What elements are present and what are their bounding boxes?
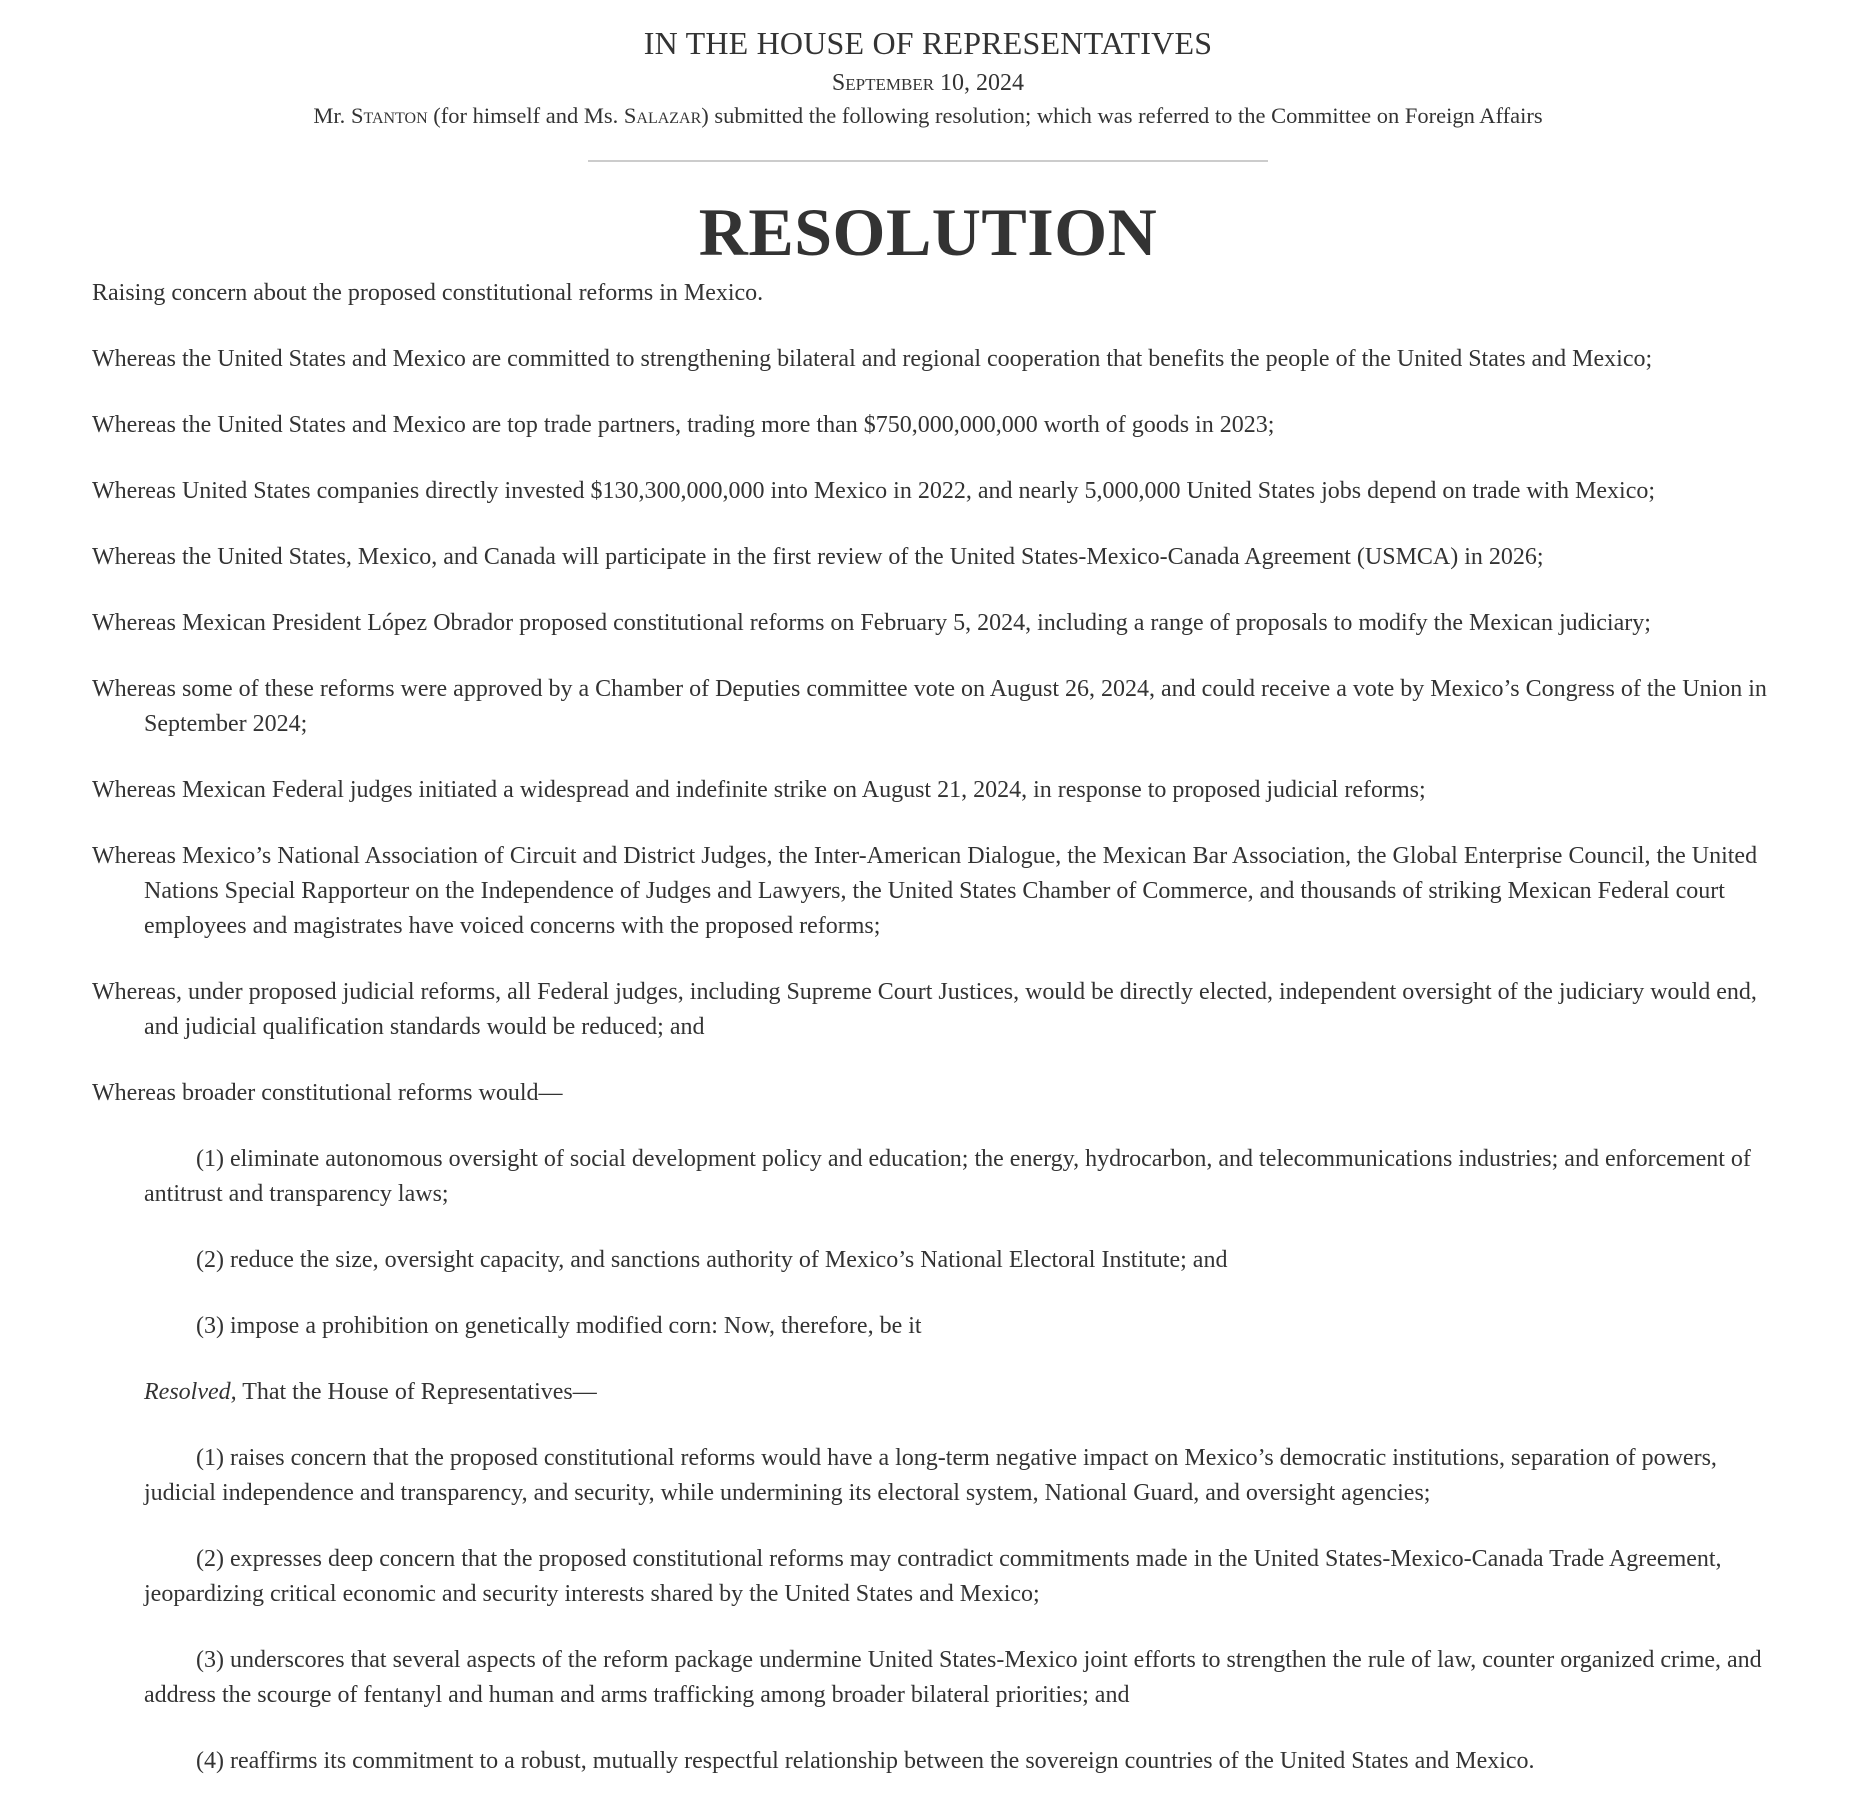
resolved-item: (3) underscores that several aspects of the reform package undermine United States-Mexico joint efforts to strengthen the rule of law, counter organized crime, and address the scourge of fentanyl and human and arms trafficking among broader bilateral priorities; and <box>144 1647 1762 1708</box>
header-divider <box>588 160 1268 162</box>
whereas-clause: Whereas some of these reforms were approved by a Chamber of Deputies committee vote on August 26, 2024, and could receive a vote by Mexico’s Congress of the Union in September 2024; <box>92 676 1767 737</box>
whereas-clause: Whereas, under proposed judicial reforms, all Federal judges, including Supreme Court Justices, would be directly elected, independent oversight of the judiciary would end, and judicial qualification standards would be reduced; and <box>92 979 1757 1040</box>
sponsor-name-primary: Stanton <box>350 103 428 128</box>
sponsor-prefix: Mr. <box>313 103 351 128</box>
whereas-clause: Whereas Mexican President López Obrador proposed constitutional reforms on February 5, 2024, including a range of proposals to modify the Mexican judiciary; <box>92 610 1651 636</box>
document-header <box>0 0 1856 272</box>
whereas-clause: Whereas broader constitutional reforms would— <box>92 1080 563 1106</box>
whereas-clause: Whereas Mexico’s National Association of Circuit and District Judges, the Inter-American Dialogue, the Mexican Bar Association, the Global Enterprise Council, the United Nations Special Rapporteur on the Independence of Judges and Lawyers, the United States Chamber of Commerce, and thousands of striking Mexican Federal court employees and magistrates have voiced concerns with the proposed reforms; <box>92 843 1758 939</box>
reform-item: (1) eliminate autonomous oversight of social development policy and education; the energy, hydrocarbon, and telecommunications industries; and enforcement of antitrust and transparency laws; <box>144 1146 1751 1207</box>
resolved-label: Resolved, <box>144 1379 237 1405</box>
resolution-body <box>92 276 1792 1810</box>
whereas-clause: Whereas the United States and Mexico are top trade partners, trading more than $750,000,000,000 worth of goods in 2023; <box>92 412 1275 438</box>
sponsor-middle: (for himself and Ms. <box>427 103 624 128</box>
chamber-heading: IN THE HOUSE OF REPRESENTATIVES <box>643 25 1213 61</box>
document-title: RESOLUTION <box>698 194 1158 270</box>
resolved-item: (1) raises concern that the proposed constitutional reforms would have a long-term negative impact on Mexico’s democratic institutions, separation of powers, judicial independence and transparency, and security, while undermining its electoral system, National Guard, and oversight agencies; <box>144 1445 1717 1506</box>
resolved-text: That the House of Representatives— <box>236 1379 597 1405</box>
whereas-clause: Whereas the United States, Mexico, and Canada will participate in the first review of the United States-Mexico-Canada Agreement (USMCA) in 2026; <box>92 544 1544 570</box>
resolved-item: (4) reaffirms its commitment to a robust, mutually respectful relationship between the sovereign countries of the United States and Mexico. <box>196 1748 1535 1774</box>
resolved-item: (2) expresses deep concern that the proposed constitutional reforms may contradict commitments made in the United States-Mexico-Canada Trade Agreement, jeopardizing critical economic and security interests shared by the United States and Mexico; <box>144 1546 1722 1607</box>
introduction-date: September 10, 2024 <box>831 70 1025 96</box>
sponsor-referral: ) submitted the following resolution; which was referred to the Committee on Foreign Affairs <box>701 103 1543 128</box>
purpose-statement: Raising concern about the proposed constitutional reforms in Mexico. <box>92 280 764 306</box>
reform-item: (3) impose a prohibition on genetically modified corn: Now, therefore, be it <box>196 1313 922 1339</box>
resolving-clause <box>144 1375 1792 1410</box>
whereas-clause: Whereas the United States and Mexico are committed to strengthening bilateral and regional cooperation that benefits the people of the United States and Mexico; <box>92 346 1653 372</box>
sponsor-name-cosponsor: Salazar <box>623 103 702 128</box>
reform-item: (2) reduce the size, oversight capacity, and sanctions authority of Mexico’s National Electoral Institute; and <box>196 1247 1228 1273</box>
whereas-clause: Whereas United States companies directly invested $130,300,000,000 into Mexico in 2022, and nearly 5,000,000 United States jobs depend on trade with Mexico; <box>92 478 1656 504</box>
whereas-clause: Whereas Mexican Federal judges initiated a widespread and indefinite strike on August 21, 2024, in response to proposed judicial reforms; <box>92 777 1426 803</box>
sponsor-line <box>0 102 1856 130</box>
